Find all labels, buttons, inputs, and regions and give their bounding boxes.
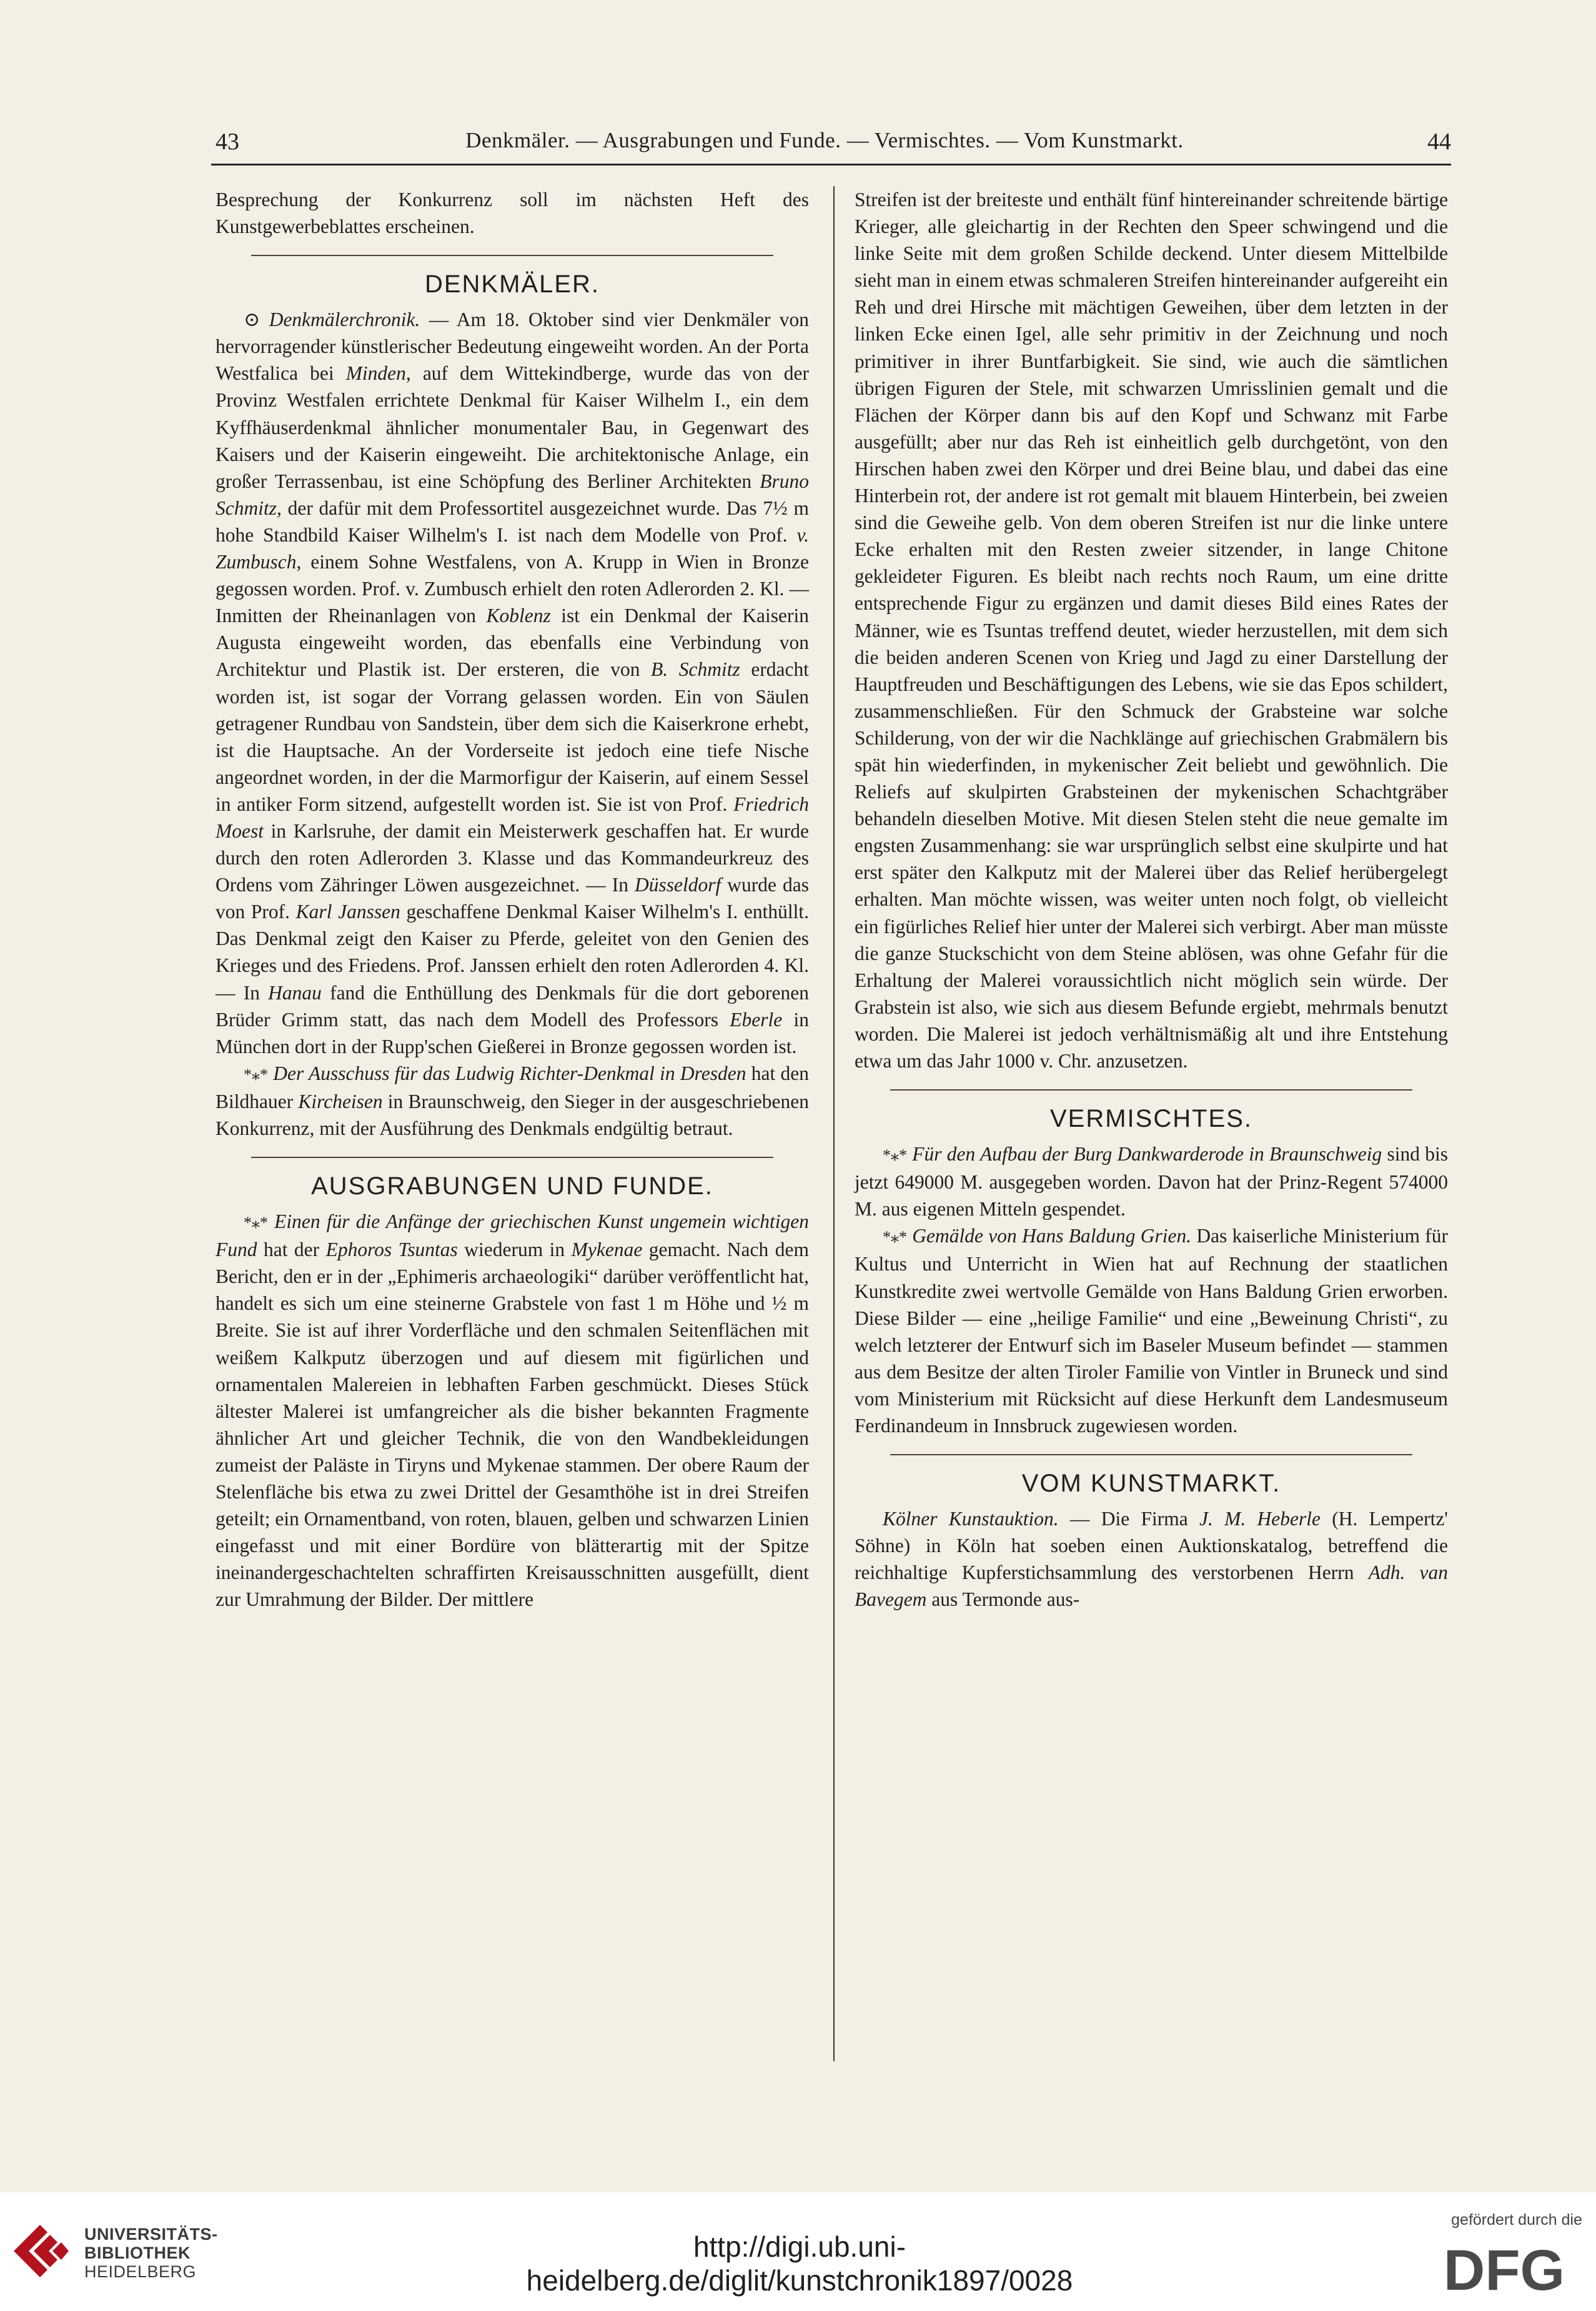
person-name: B. Schmitz [651,658,740,681]
right-column [855,186,1448,1613]
article-baldung-grien [855,1222,1448,1439]
section-rule [890,1454,1412,1455]
article-title: Denkmälerchronik. [269,309,420,331]
section-rule [251,255,773,256]
text-run: geschaffene Denkmal Kaiser Wilhelm's I. enthüllt. Das Denkmal zeigt den Kaiser zu Pferde, geleitet von den Genien des Krieges und des Friedens. Prof. Janssen erhielt den roten Adlerorden 4. Kl. — In [216,901,810,1004]
ub-heidelberg-logo-icon [9,2220,71,2282]
left-column [216,186,809,1613]
article-koelner-kunstauktion [855,1505,1448,1613]
person-name: Eberle [730,1008,783,1031]
text-run: aus Termonde aus- [926,1588,1080,1611]
text-run: wurde das von Prof. [216,874,809,923]
asterism-mark: *⁎* [883,1146,907,1165]
article-dankwarderode [855,1141,1448,1222]
header-rule [211,164,1451,166]
section-rule [251,1157,773,1158]
text-run: , der dafür mit dem Professortitel ausgezeichnet wurde. Das 7½ m hohe Standbild Kaiser Wilhelm's I. ist nach dem Modelle von Prof. [216,497,809,546]
person-name: v. Zumbusch [216,523,809,573]
text-run: fand die Enthüllung des Denkmals für die dort geborenen Brüder Grimm statt, das nach dem Modell des Professors [216,981,809,1031]
asterism-mark: *⁎* [244,1214,268,1232]
library-name-line: UNIVERSITÄTS- [84,2225,218,2244]
section-rule [890,1089,1412,1091]
text-run: , einem Sohne Westfalens, von A. Krupp in Wien in Bronze gegossen worden. Prof. v. Zumbusch erhielt den roten Adlerorden 2. Kl. — Inmitten der Rheinanlagen von [216,551,809,627]
asterism-mark: *⁎* [883,1228,907,1247]
library-name-line: BIBLIOTHEK [84,2244,191,2262]
article-richter-denkmal [216,1060,809,1142]
text-run: hat der [257,1239,326,1261]
column-divider [833,186,835,2061]
text-run: ist ein Denkmal der Kaiserin Augusta eingeweiht worden, das ebenfalls eine Verbindung von Architektur und Plastik ist. Der ersteren, die von [216,605,809,681]
place-name: Düsseldorf [635,874,721,896]
article-title: Gemälde von Hans Baldung Grien. [912,1225,1192,1247]
text-run: gemacht. Nach dem Bericht, den er in der „Ephimeris archaeologiki“ darüber veröffentlicht hat, handelt es sich um eine steinerne Grabstele von fast 1 m Höhe und ½ m Breite. Sie ist auf ihrer Vorderfläche und den schmalen Seitenflächen mit weißem Kalkputz überzogen und auf diesem mit figürlichen und ornamentalen Malereien in lebhaften Farben geschmückt. Dieses Stück ältester Malerei ist umfangreicher als die bisher bekannten Fragmente ähnlicher Art und gleicher Technik, die von den Wandbekleidungen zumeist der Paläste in Tiryns und Mykenae stammen. Der obere Raum der Stelenfläche bis etwa zu zwei Drittel der Gesamthöhe ist in drei Streifen geteilt; ein Ornamentband, von roten, blauen, gelben und schwarzen Linien eingefasst und mit einer Bordüre von blätterartig mit der Spitze ineinandergeschachtelten schraffirten Kreisausschnitten ausgefüllt, dient zur Umrahmung der Bilder. Der mittlere [216,1239,809,1611]
digitization-footer [0,2192,1596,2311]
page-number-left: 43 [216,129,239,155]
chronik-symbol: ⊙ [244,309,260,331]
intro-paragraph: Besprechung der Konkurrenz soll im nächsten Heft des Kunstgewerbeblattes erscheinen. [216,189,809,238]
article-title: Kölner Kunstauktion. [883,1508,1059,1530]
article-title: Der Ausschuss für das Ludwig Richter-Denkmal in Dresden [273,1062,746,1084]
place-name: Mykenae [571,1239,643,1261]
person-name: J. M. Heberle [1199,1508,1321,1530]
article-denkmaelerchronik [216,306,809,1060]
heading-denkmaeler: DENKMÄLER. [424,270,600,299]
place-name: Hanau [268,981,322,1004]
text-run: hat den Bildhauer [216,1062,810,1112]
person-name: Ephoros Tsuntas [325,1239,458,1261]
text-run: sind bis jetzt 649000 M. ausgegeben worden. Davon hat der Prinz-Regent 574000 M. aus eigenen Mitteln gespendet. [855,1143,1448,1220]
person-name: Friedrich Moest [216,793,809,842]
article-mykenae-continued: Streifen ist der breiteste und enthält fünf hintereinander schreitende bärtige Krieger, alle gleichartig in der Rechten den Speer schwingend und die linke Seite mit dem großen Schilde deckend. Unter diesem Mittelbilde sieht man in einem etwas schmaleren Streifen hintereinander aufgereiht ein Reh und drei Hirsche mit mächtigen Geweihen, über dem letzten in der linken Ecke einen Igel, alle sehr primitiv in der Zeichnung und noch primitiver in ihrer Buntfarbigkeit. Sie sind, wie auch die sämtlichen übrigen Figuren der Stele, mit schwarzen Umrisslinien gemalt und die Flächen der Körper dann bis auf den Kopf und Schwanz mit Farbe ausgefüllt; aber nur das Reh ist einheitlich gelb durchgetönt, von den Hirschen haben zwei den Körper und drei Beine blau, und dabei das eine Hinterbein rot, der andere ist rot gemalt mit blauem Hinterbein, bei zweien sind die Geweihe gelb. Von dem oberen Streifen ist nur die linke untere Ecke erhalten mit den Resten zweier sitzender, in lange Chitone gekleideter Figuren. Es bleibt nach rechts noch Raum, um eine dritte entsprechende Figur zu ergänzen und damit dieses Bild eines Rates der Männer, wie es Tsuntas treffend deutet, wieder herzustellen, mit dem sich die beiden anderen Scenen von Krieg und Jagd zu einer Darstellung der Hauptfreuden und Beschäftigungen des Lebens, wie sie das Epos schildert, zusammenschließen. Für den Schmuck der Grabsteine war solche Schilderung, von der wir die Nachklänge auf griechischen Grabmälern bis spät hin wiederfinden, in mykenischer Zeit beliebt und gewöhnlich. Die Reliefs auf skulpirten Grabsteinen der mykenischen Schachtgräber behandeln dieselben Motive. Mit diesen Stelen steht die neue gemalte im engsten Zusammenhang: sie war ursprünglich selbst eine skulpirte und hat erst später den Kalkputz mit der Malerei über das Relief herübergelegt erhalten. Man möchte wissen, was weiter unten noch folgt, ob vielleicht ein figürliches Relief hier unter der Malerei sich verbirgt. Aber man müsste die ganze Stuckschicht von dem Steine ablösen, was ohne Gefahr für die Erhaltung der Malerei voraussichtlich nicht möglich sein würde. Der Grabstein ist also, wie sich aus diesem Befunde ergiebt, mehrmals benutzt worden. Die Malerei ist jedoch verhältnismäßig alt und ihre Entstehung etwa um das Jahr 1000 v. Chr. anzusetzen. [855,189,1448,1072]
place-name: Koblenz [486,605,551,627]
article-mykenae-fund [216,1208,809,1613]
dfg-logo-icon [1426,2241,1582,2296]
text-run: (H. Lempertz' Söhne) in Köln hat soeben einen Auktionskatalog, betreffend die reichhaltige Kupferstichsammlung des verstorbenen Herrn [855,1508,1448,1584]
heading-kunstmarkt: VOM KUNSTMARKT. [1021,1470,1281,1498]
person-name: Bruno Schmitz [216,470,809,519]
person-name: Adh. van Bavegem [855,1561,1448,1611]
text-run: , auf dem Wittekindberge, wurde das von der Provinz Westfalen errichtete Denkmal für Kaiser Wilhelm I., ein dem Kyffhäuserdenkmal ähnlicher monumentaler Bau, in Gegenwart des Kaisers und der Kaiserin eingeweiht. Die architektonische Anlage, ein großer Terrassenbau, ist eine Schöpfung des Berliner Architekten [216,362,810,492]
text-run: Das kaiserliche Ministerium für Kultus und Unterricht in Wien hat auf Rechnung der staatlichen Kunstkredite zwei wertvolle Gemälde von Hans Baldung Grien erworben. Diese Bilder — eine „heilige Familie“ und eine „Beweinung Christi“, zu welch letzterer der Entwurf sich im Baseler Museum befindet — stammen aus dem Besitze der alten Tiroler Familie von Vintler in Bruneck und sind vom Ministerium mit Rücksicht auf diese Herkunft dem Landesmuseum Ferdinandeum in Innsbruck zugewiesen worden. [855,1225,1448,1437]
funded-by-label: gefördert durch die [1451,2211,1582,2229]
person-name: Karl Janssen [295,901,400,923]
article-title: Für den Aufbau der Burg Dankwarderode in Braunschweig [912,1143,1382,1165]
text-run: in München dort in der Rupp'schen Gießerei in Bronze gegossen worden ist. [216,1008,809,1057]
library-name [84,2225,218,2281]
text-run: wiederum in [457,1239,572,1261]
dfg-logo-text: DFG [1443,2241,1565,2296]
heading-ausgrabungen: AUSGRABUNGEN UND FUNDE. [311,1172,713,1200]
text-run: in Karlsruhe, der damit ein Meisterwerk geschaffen hat. Er wurde durch den roten Adlerorden 3. Klasse und das Kommandeurkreuz des Ordens vom Zähringer Löwen ausgezeichnet. — In [216,819,809,896]
library-name-line: HEIDELBERG [84,2262,197,2281]
text-run: — Die Firma [1058,1508,1199,1530]
page-number-right: 44 [1427,129,1451,155]
place-name: Minden [345,362,406,385]
asterism-mark: *⁎* [244,1065,268,1084]
text-run: — Am 18. Oktober sind vier Denkmäler von hervorragender künstlerischer Bedeutung eingeweiht worden. An der Porta Westfalica bei [216,309,810,385]
text-run: erdacht worden ist, ist sogar der Vorrang gelassen worden. Ein von Säulen getragener Rundbau von Sandstein, über dem sich die Kaiserkrone erhebt, ist die Hauptsache. An der Vorderseite ist jedoch eine tiefe Nische angeordnet worden, in der die Marmorfigur der Kaiserin, auf einem Sessel in antiker Form sitzend, aufgestellt worden ist. Sie ist von Prof. [216,658,810,815]
person-name: Kircheisen [298,1090,383,1112]
text-run: in Braunschweig, den Sieger in der ausgeschriebenen Konkurrenz, mit der Ausführung des Denkmals endgültig betraut. [216,1090,810,1139]
article-title: Einen für die Anfänge der griechischen Kunst ungemein wichtigen Fund [216,1210,809,1261]
running-header: Denkmäler. — Ausgrabungen und Funde. — Vermischtes. — Vom Kunstmarkt. [465,128,1184,152]
heading-vermischtes: VERMISCHTES. [1049,1105,1253,1133]
source-url-link[interactable]: http://digi.ub.uni-heidelberg.de/diglit/kunstchronik1897/0028 [526,2230,1073,2297]
